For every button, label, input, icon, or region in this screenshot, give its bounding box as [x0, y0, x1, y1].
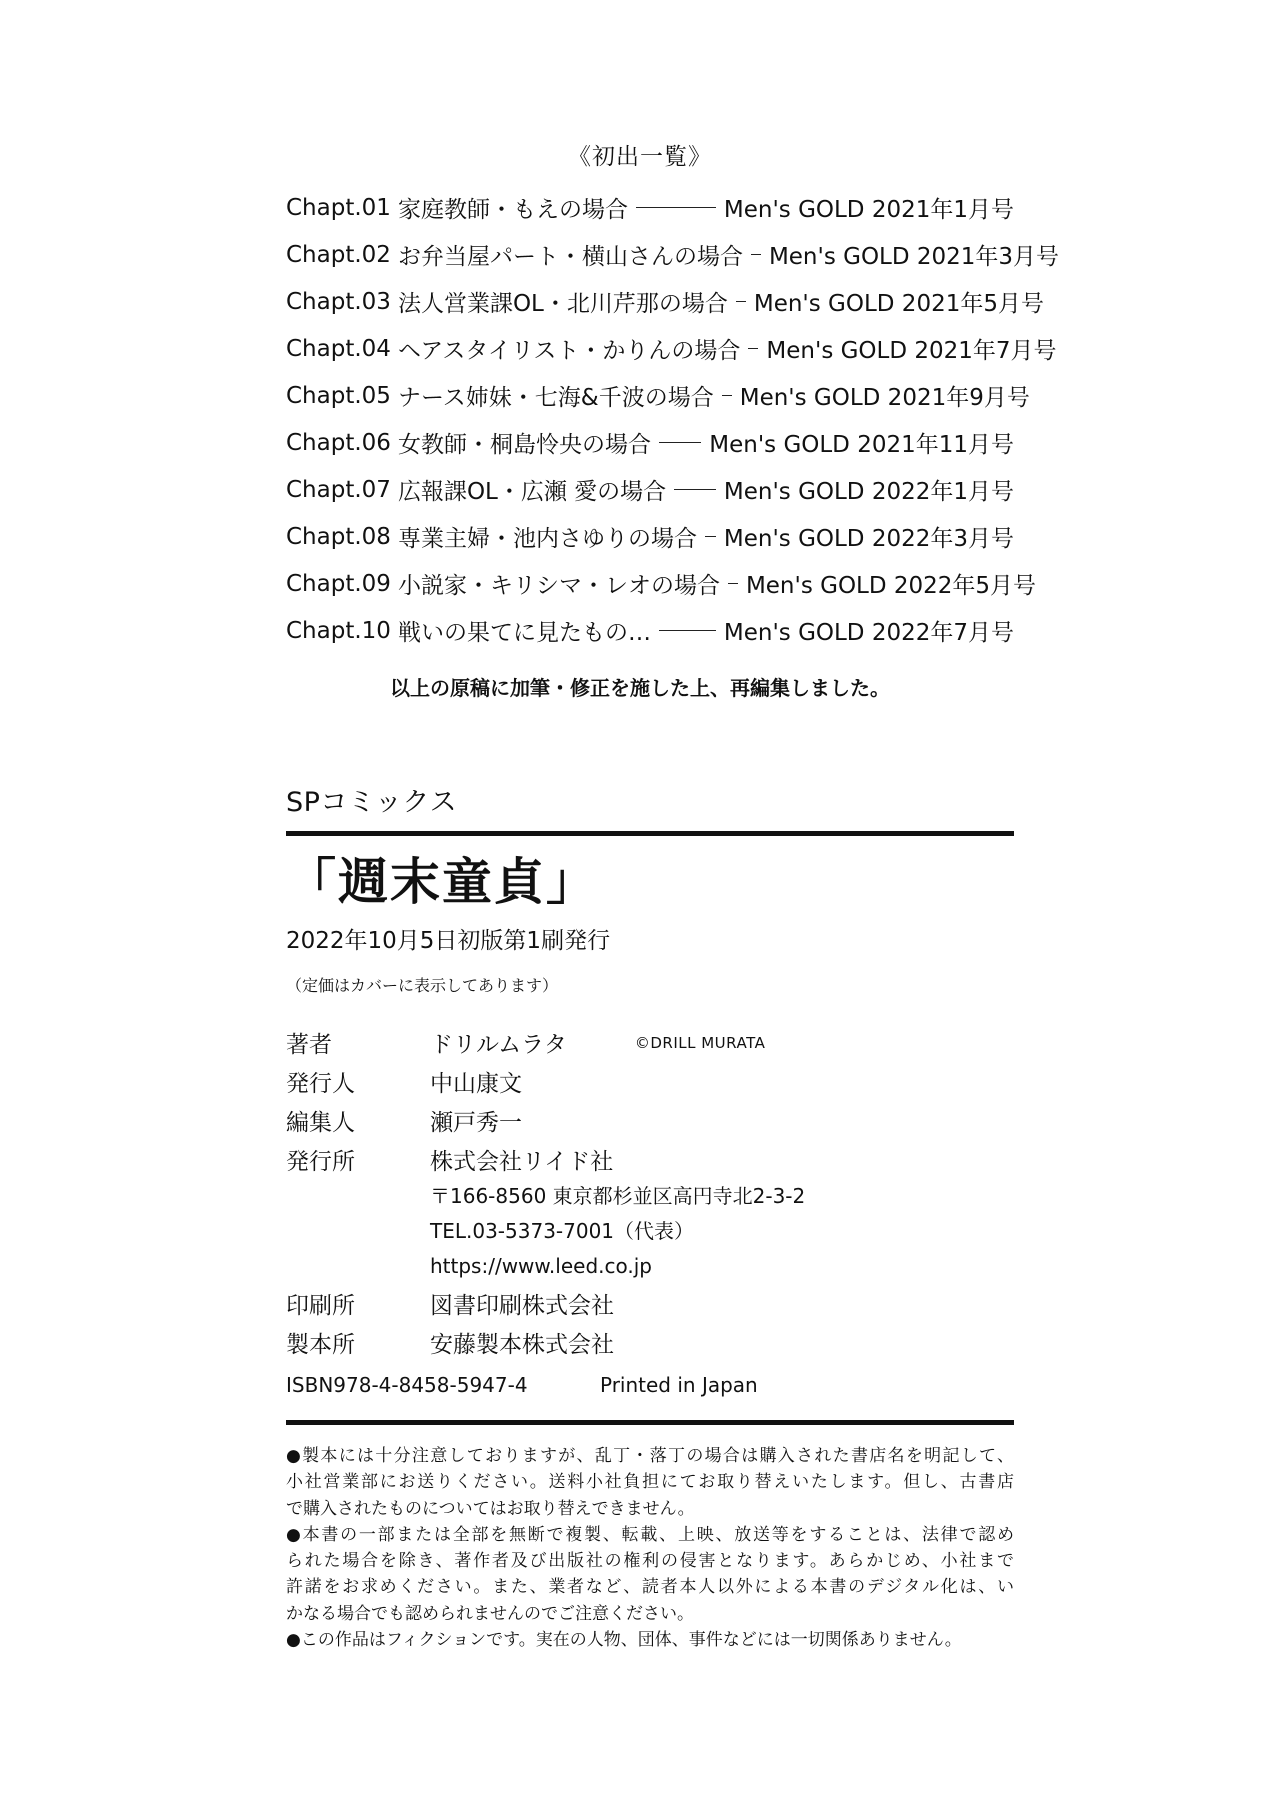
- credit-row-author: [286, 1023, 1014, 1062]
- imprint-block: [286, 780, 1014, 1653]
- chapter-row: [286, 278, 1044, 325]
- printed-in: Printed in Japan: [600, 1373, 758, 1397]
- notice-line: 許諾をお求めください。また、業者など、読者本人以外による本書のデジタル化は、い: [286, 1577, 1014, 1598]
- leader-line: [722, 395, 732, 396]
- chapter-number: Chapt.03: [286, 288, 391, 315]
- first-appearance-title: 《初出一覧》: [568, 144, 712, 170]
- notice-line: かなる場合でも認められませんのでご注意ください。: [286, 1603, 694, 1624]
- chapter-number: Chapt.06: [286, 429, 391, 456]
- notice-line: られた場合を除き、著作者及び出版社の権利の侵害となります。あらかじめ、小社まで: [286, 1551, 1014, 1572]
- chapter-publication: Men's GOLD 2021年1月号: [723, 197, 1014, 223]
- leader-line: [674, 489, 716, 490]
- price-note: （定価はカバーに表示してあります）: [286, 976, 559, 995]
- chapter-publication: Men's GOLD 2021年3月号: [768, 244, 1060, 270]
- publisher-url: https://www.leed.co.jp: [430, 1254, 652, 1278]
- chapter-title: 専業主婦・池内さゆりの場合: [397, 526, 697, 552]
- credit-row-binder: [286, 1323, 1014, 1362]
- credit-row-publisher-person: [286, 1062, 1014, 1101]
- credit-key: 編集人: [286, 1110, 355, 1136]
- publisher-tel: TEL.03-5373-7001（代表）: [430, 1219, 695, 1243]
- leader-line: [636, 207, 716, 208]
- credit-key: 印刷所: [286, 1293, 355, 1319]
- chapter-publication: Men's GOLD 2021年11月号: [709, 432, 1014, 458]
- chapter-number: Chapt.08: [286, 523, 391, 550]
- chapter-publication: Men's GOLD 2021年7月号: [766, 338, 1057, 364]
- chapter-number: Chapt.10: [286, 617, 391, 644]
- chapter-title: 小説家・キリシマ・レオの場合: [397, 573, 720, 599]
- leader-line: [751, 254, 761, 255]
- credit-key: 製本所: [286, 1332, 355, 1358]
- book-title: 「週末童貞」: [286, 853, 598, 911]
- credit-row-printer: [286, 1284, 1014, 1323]
- chapter-row: [286, 325, 1057, 372]
- chapter-publication: Men's GOLD 2022年7月号: [723, 620, 1014, 646]
- chapter-row: [286, 419, 1014, 466]
- chapter-publication: Men's GOLD 2022年3月号: [723, 526, 1014, 552]
- leader-line: [659, 442, 701, 443]
- divider-top: [286, 831, 1014, 836]
- notice-line: ●本書の一部または全部を無断で複製、転載、上映、放送等をすることは、法律で認め: [286, 1524, 1014, 1545]
- leader-line: [728, 583, 738, 584]
- publisher-address: 〒166-8560 東京都杉並区高円寺北2-3-2: [430, 1184, 806, 1208]
- imprint-label: SPコミックス: [286, 787, 458, 818]
- revision-note: 以上の原稿に加筆・修正を施した上、再編集しました。: [390, 676, 890, 700]
- chapter-title: ヘアスタイリスト・かりんの場合: [397, 338, 741, 364]
- chapter-title: お弁当屋パート・横山さんの場合: [397, 244, 743, 270]
- chapter-row: [286, 607, 1014, 654]
- divider-bottom: [286, 1420, 1014, 1425]
- isbn: ISBN978-4-8458-5947-4: [286, 1373, 528, 1397]
- credit-key: 発行人: [286, 1071, 355, 1097]
- chapter-row: [286, 466, 1014, 513]
- notice-line: で購入されたものについてはお取り替えできません。: [286, 1498, 695, 1519]
- binder-name: 安藤製本株式会社: [430, 1332, 614, 1358]
- chapter-number: Chapt.01: [286, 194, 391, 221]
- leader-line: [705, 536, 716, 537]
- isbn-row: [286, 1368, 1014, 1402]
- printer-name: 図書印刷株式会社: [430, 1293, 614, 1319]
- credit-row-editor: [286, 1101, 1014, 1140]
- notices: [286, 1443, 1014, 1653]
- chapter-number: Chapt.07: [286, 476, 391, 503]
- chapter-number: Chapt.05: [286, 382, 391, 409]
- leader-line: [659, 630, 716, 631]
- publisher-person-name: 中山康文: [430, 1071, 522, 1097]
- notice-line: ●製本には十分注意しておりますが、乱丁・落丁の場合は購入された書店名を明記して、: [286, 1446, 1014, 1466]
- leader-line: [736, 301, 746, 302]
- chapter-title: ナース姉妹・七海&千波の場合: [397, 385, 714, 411]
- notice-line: ●この作品はフィクションです。実在の人物、団体、事件などには一切関係ありません。: [286, 1630, 962, 1651]
- edition-date: 2022年10月5日初版第1刷発行: [286, 928, 611, 954]
- leader-line: [748, 348, 758, 349]
- publisher-name: 株式会社リイド社: [430, 1149, 614, 1175]
- copyright-notice: ©DRILL MURATA: [634, 1033, 766, 1052]
- chapter-publication: Men's GOLD 2022年5月号: [745, 573, 1037, 599]
- editor-name: 瀬戸秀一: [430, 1110, 522, 1136]
- chapter-publication: Men's GOLD 2021年9月号: [739, 385, 1030, 411]
- notice-line: 小社営業部にお送りください。送料小社負担にてお取り替えいたします。但し、古書店: [286, 1472, 1014, 1493]
- chapter-title: 広報課OL・広瀬 愛の場合: [397, 479, 667, 505]
- chapter-publication: Men's GOLD 2021年5月号: [753, 291, 1044, 317]
- chapter-number: Chapt.02: [286, 241, 391, 268]
- chapter-row: [286, 513, 1014, 560]
- chapter-title: 戦いの果てに見たもの…: [397, 620, 651, 646]
- chapter-number: Chapt.04: [286, 335, 391, 362]
- chapter-publication: Men's GOLD 2022年1月号: [723, 479, 1014, 505]
- author-name: ドリルムラタ: [430, 1032, 567, 1058]
- chapter-title: 法人営業課OL・北川芹那の場合: [397, 291, 728, 317]
- chapter-title: 家庭教師・もえの場合: [397, 197, 628, 223]
- credit-key: 著者: [286, 1032, 332, 1058]
- credit-key: 発行所: [286, 1149, 355, 1175]
- chapter-row: [286, 560, 1037, 607]
- credit-row-publisher: [286, 1140, 1014, 1179]
- chapter-row: [286, 372, 1030, 419]
- chapter-title: 女教師・桐島怜央の場合: [397, 432, 651, 458]
- chapter-number: Chapt.09: [286, 570, 391, 597]
- chapter-row: [286, 231, 1060, 278]
- chapter-list: [286, 184, 1060, 654]
- chapter-row: [286, 184, 1014, 231]
- credits: [286, 1023, 1014, 1402]
